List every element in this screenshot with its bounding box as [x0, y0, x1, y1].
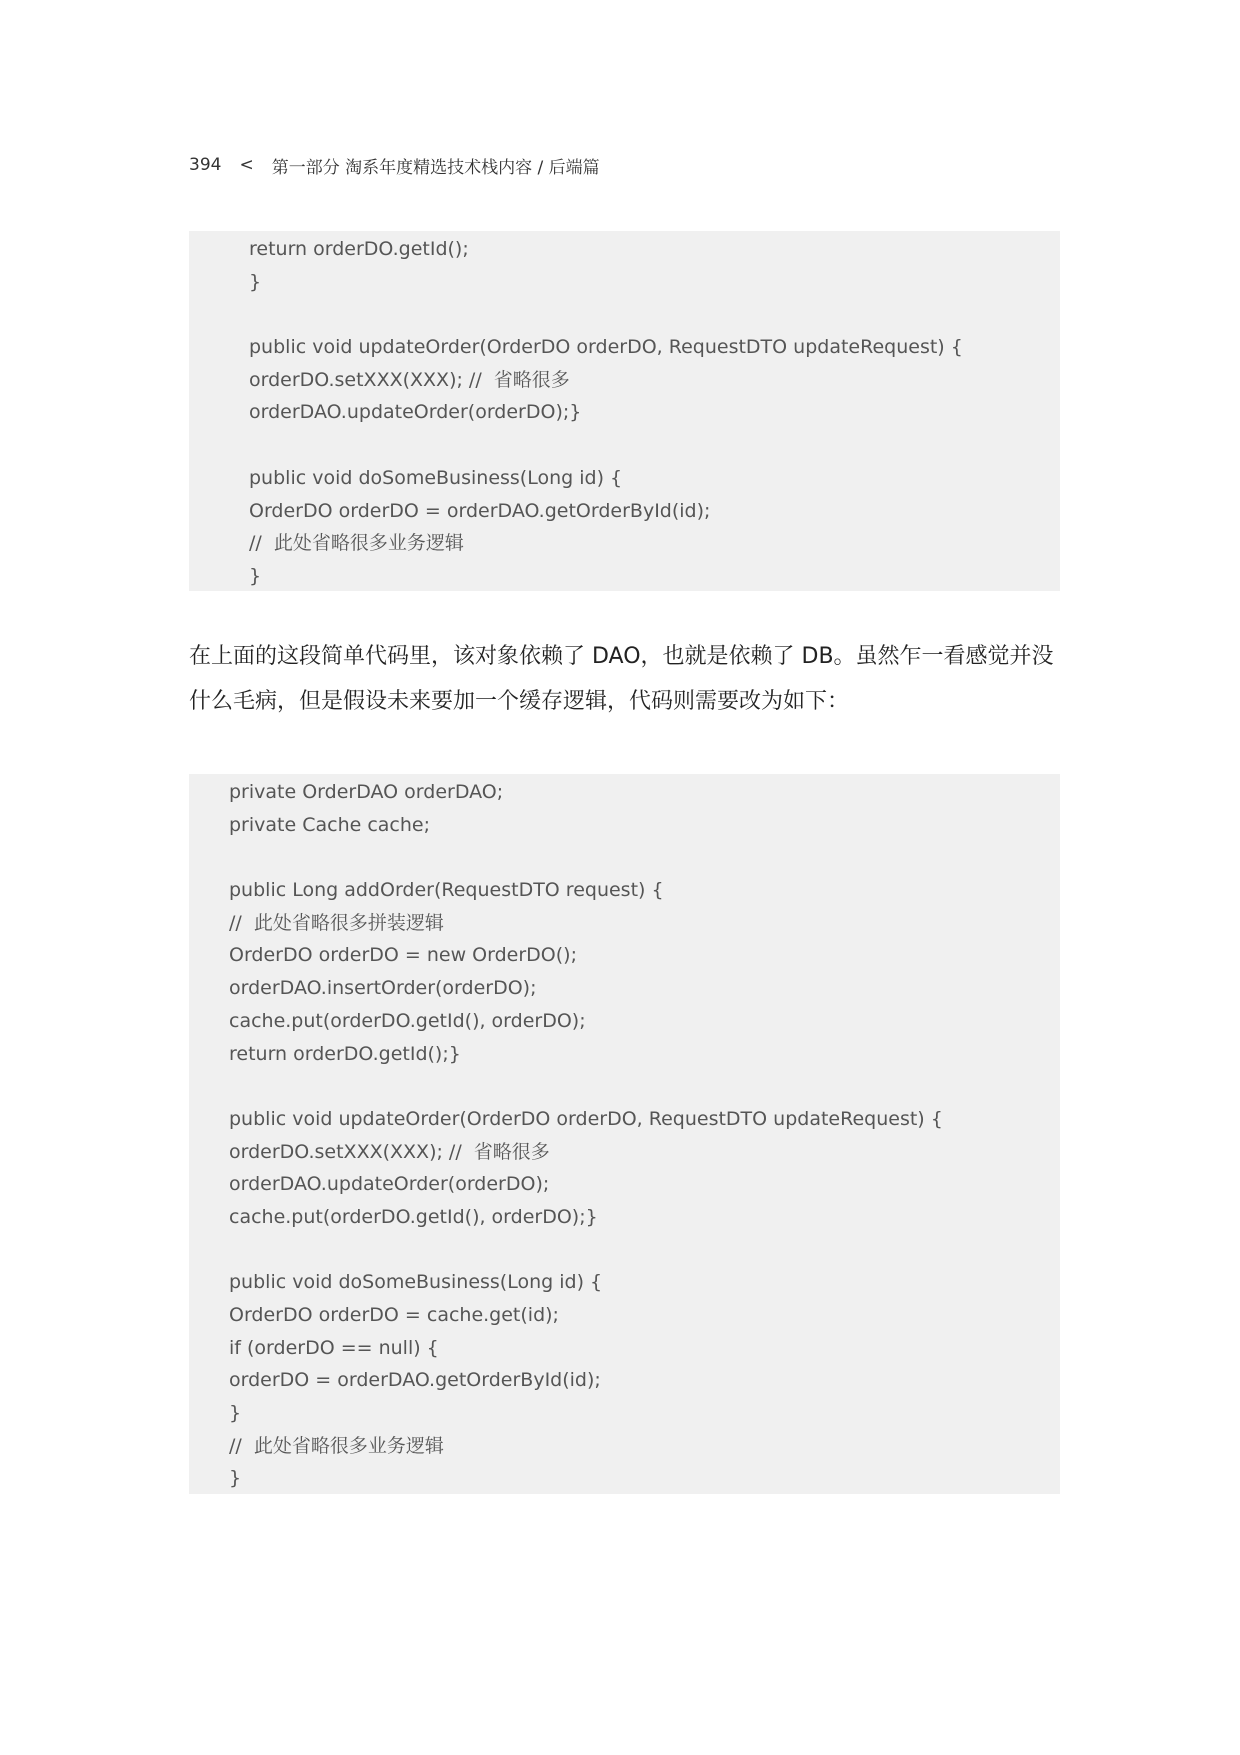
code-block-2: [189, 774, 1060, 1494]
code-line: [229, 1070, 1060, 1103]
code-line: public Long addOrder(RequestDTO request) {: [229, 879, 664, 902]
code-line: OrderDO orderDO = orderDAO.getOrderById(id);: [249, 499, 711, 522]
code-line: orderDO = orderDAO.getOrderById(id);: [229, 1369, 601, 1392]
code-line: public void doSomeBusiness(Long id) {: [229, 1271, 603, 1294]
code-line: orderDAO.updateOrder(orderDO);: [229, 1173, 550, 1196]
code-line: orderDAO.updateOrder(orderDO);}: [249, 401, 582, 424]
code-line: orderDO.setXXX(XXX); // 省略很多: [229, 1140, 550, 1163]
code-line: }: [249, 564, 262, 587]
code-line: public void updateOrder(OrderDO orderDO, RequestDTO updateRequest) {: [229, 1107, 943, 1130]
code-line: orderDAO.insertOrder(orderDO);: [229, 977, 537, 1000]
code-line: // 此处省略很多拼装逻辑: [229, 911, 444, 934]
code-line: [229, 1234, 1060, 1267]
code-line: if (orderDO == null) {: [229, 1336, 439, 1359]
header-separator: <: [239, 155, 254, 175]
code-line: OrderDO orderDO = cache.get(id);: [229, 1304, 559, 1326]
code-block-1: [189, 231, 1060, 591]
code-line: // 此处省略很多业务逻辑: [229, 1434, 444, 1457]
code-line: public void updateOrder(OrderDO orderDO, RequestDTO updateRequest) {: [249, 336, 963, 359]
code-line: // 此处省略很多业务逻辑: [249, 532, 464, 555]
code-line: orderDO.setXXX(XXX); // 省略很多: [249, 368, 570, 391]
code-line: cache.put(orderDO.getId(), orderDO);: [229, 1009, 586, 1032]
body-paragraph: 在上面的这段简单代码里，该对象依赖了 DAO，也就是依赖了 DB。虽然乍一看感觉并没什么毛病，但是假设未来要加一个缓存逻辑，代码则需要改为如下：: [189, 644, 1054, 714]
code-line: [249, 429, 1060, 462]
code-line: public void doSomeBusiness(Long id) {: [249, 466, 623, 489]
code-line: [229, 841, 1060, 874]
code-line: cache.put(orderDO.getId(), orderDO);}: [229, 1205, 598, 1228]
code-line: return orderDO.getId();}: [229, 1042, 461, 1065]
section-title: 第一部分 淘系年度精选技术栈内容 / 后端篇: [271, 157, 600, 178]
code-line: private Cache cache;: [229, 813, 431, 836]
code-line: private OrderDAO orderDAO;: [229, 781, 504, 803]
code-line: [249, 298, 1060, 331]
code-line: }: [229, 1402, 242, 1425]
page-header: [189, 150, 600, 180]
code-line: return orderDO.getId();: [249, 238, 469, 260]
code-line: }: [229, 1467, 242, 1490]
code-line: }: [249, 270, 262, 293]
page-number: 394: [189, 155, 222, 175]
code-line: OrderDO orderDO = new OrderDO();: [229, 944, 577, 967]
